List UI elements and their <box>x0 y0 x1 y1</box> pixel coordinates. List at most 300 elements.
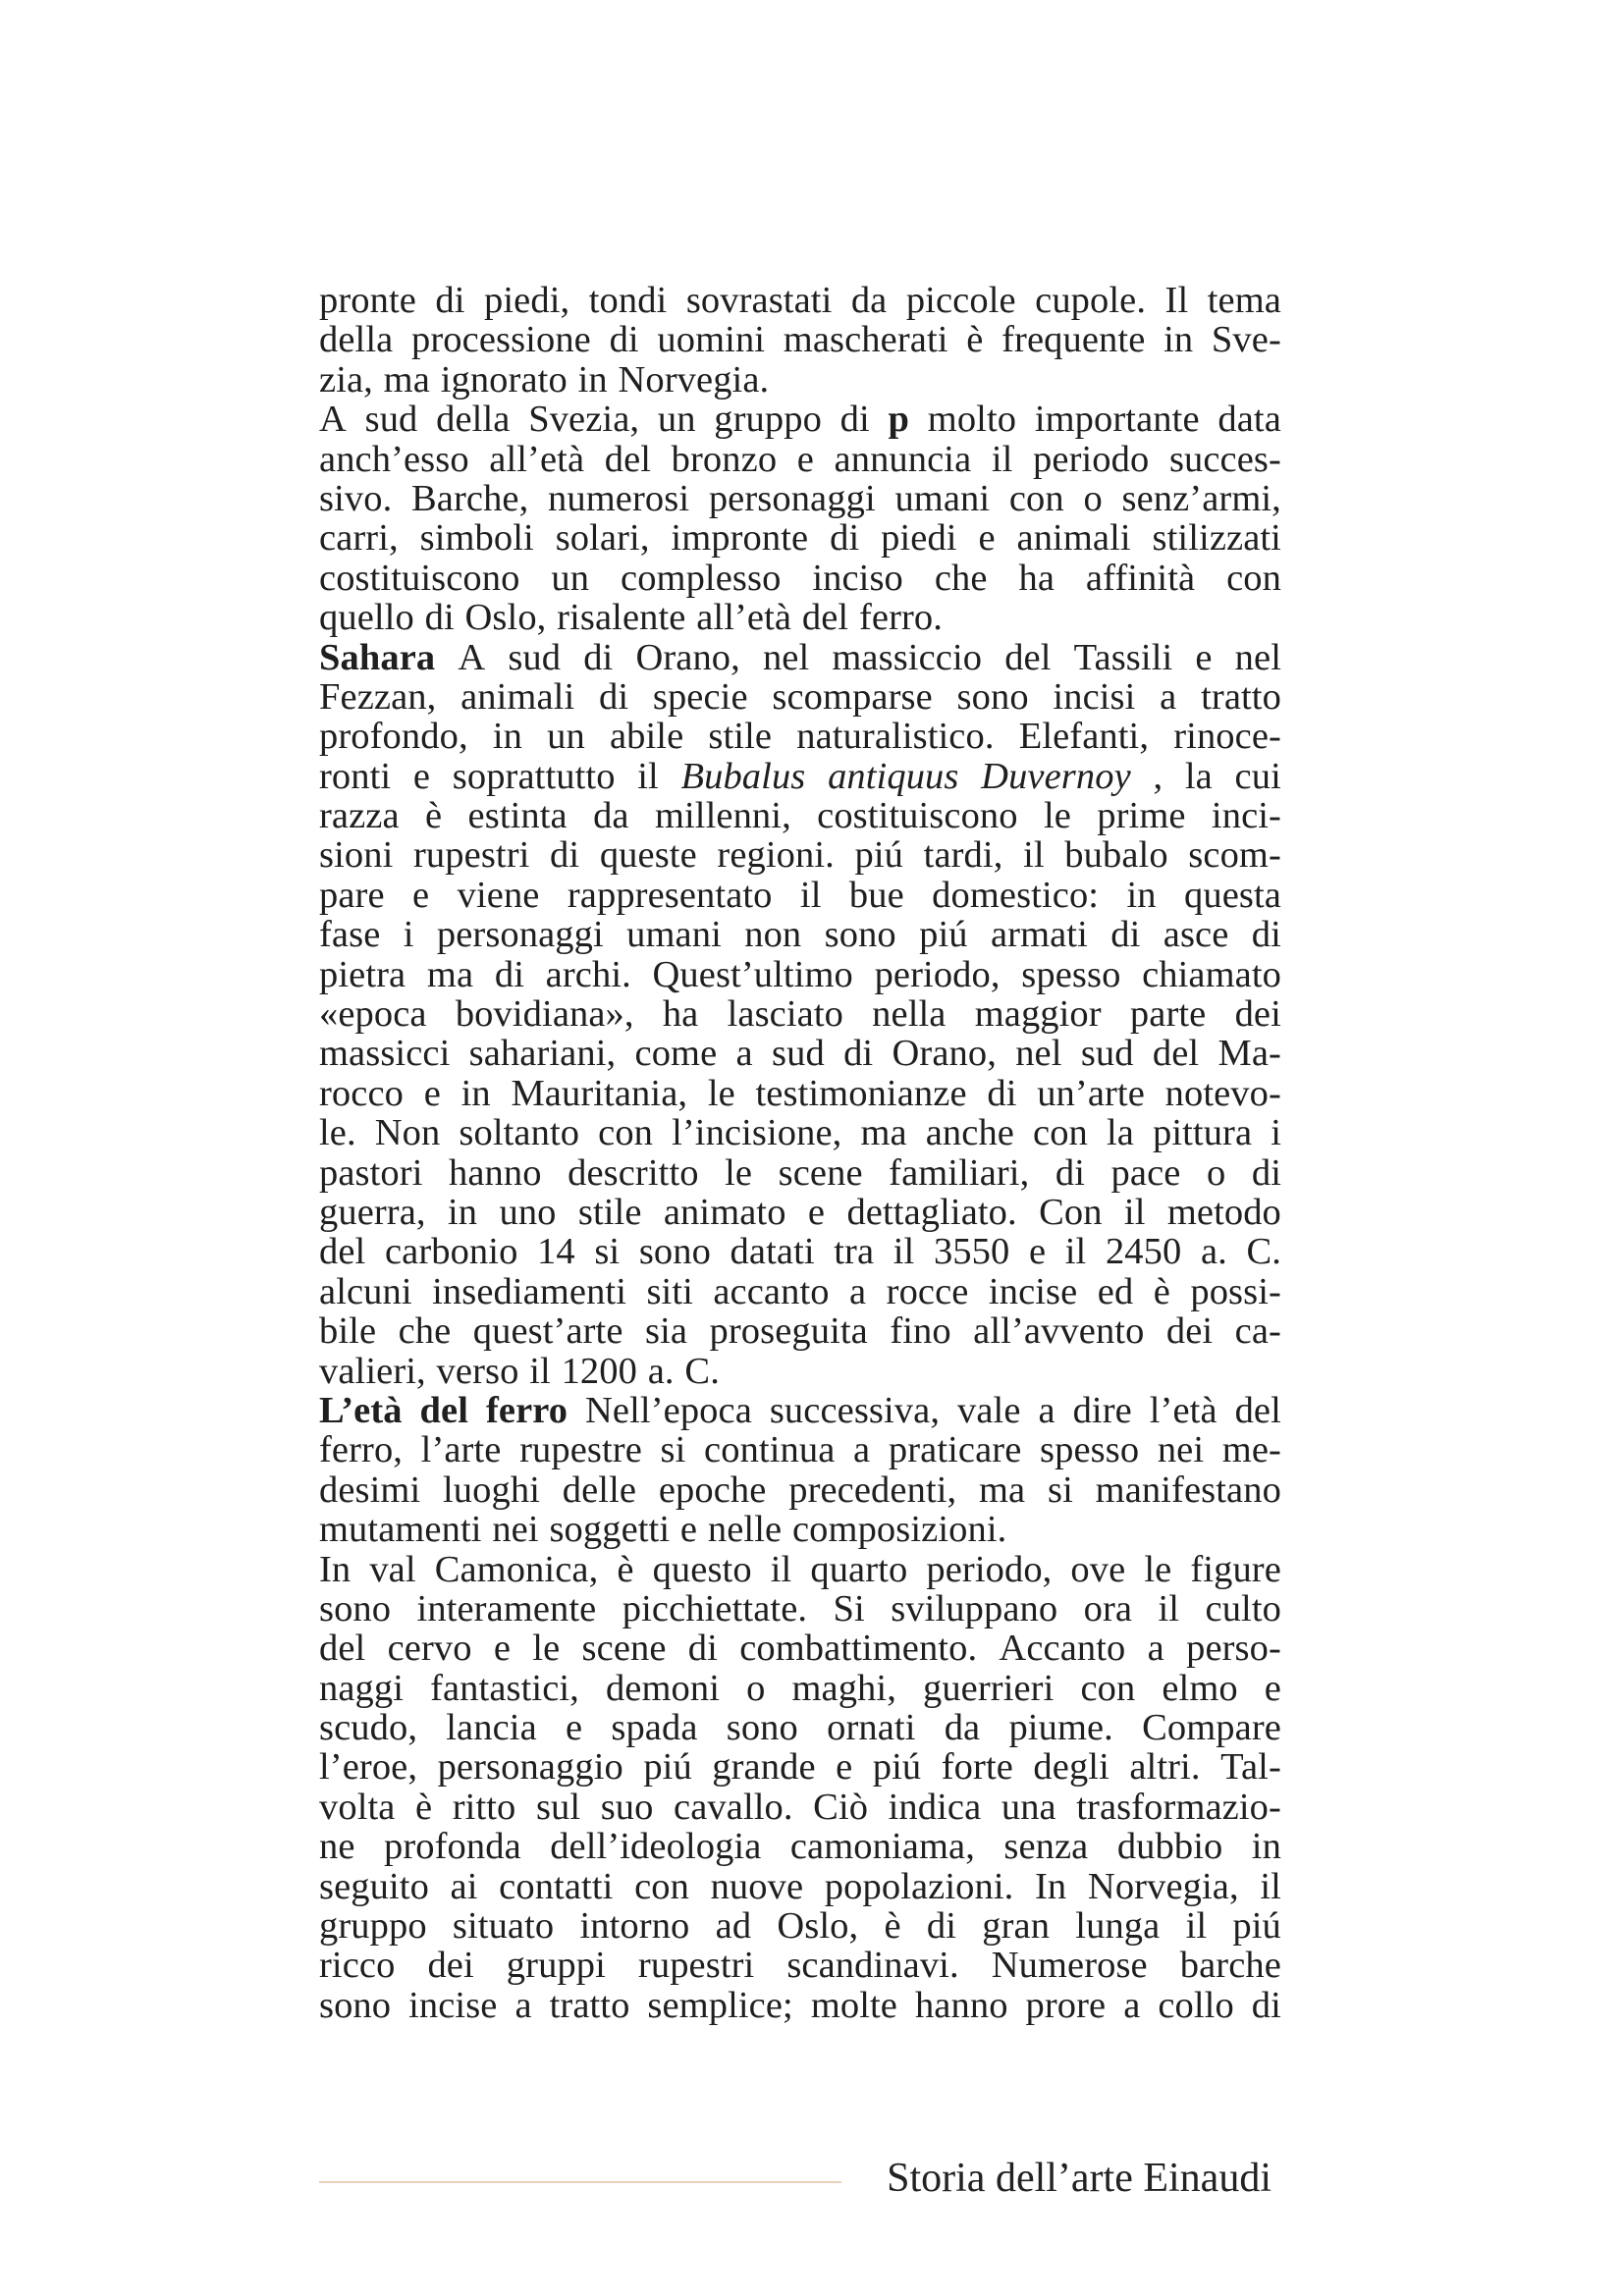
word: ricco <box>319 1945 396 1987</box>
word: specie <box>652 675 748 718</box>
text-line <box>319 638 1281 677</box>
word: l’arte <box>420 1429 502 1471</box>
text-line <box>319 915 1281 954</box>
word: , <box>1153 755 1163 797</box>
word: quello <box>319 597 414 639</box>
word: Norvegia. <box>618 358 770 400</box>
word: simboli <box>419 517 534 560</box>
word: gruppi <box>506 1945 606 1987</box>
word: proseguita <box>709 1310 868 1353</box>
word: chiamato <box>1142 953 1281 995</box>
word: a <box>1123 1984 1141 2026</box>
text-line <box>319 1430 1281 1469</box>
word: molto <box>927 399 1017 441</box>
word: Quest’ultimo <box>652 953 853 995</box>
word: le <box>725 1151 753 1194</box>
word: elmo <box>1162 1667 1238 1709</box>
word: di <box>609 319 639 361</box>
word: cervo <box>387 1628 472 1670</box>
word: in <box>1126 874 1157 916</box>
word: 14 <box>537 1231 575 1273</box>
word: piú <box>1232 1905 1281 1948</box>
text-line <box>319 835 1281 875</box>
word: combattimento. <box>739 1628 978 1670</box>
word: bubalo <box>1064 834 1168 877</box>
word: ne <box>319 1826 355 1868</box>
body-text <box>319 281 1281 2025</box>
text-line <box>319 479 1281 518</box>
word: e <box>423 1072 441 1114</box>
word: a <box>849 1270 867 1312</box>
word: vale <box>956 1389 1021 1431</box>
word: insediamenti <box>432 1270 627 1312</box>
word: piú <box>643 1746 692 1789</box>
word: è <box>884 1905 901 1948</box>
word: uno <box>499 1191 557 1233</box>
word: demoni <box>605 1667 721 1709</box>
text-line <box>319 1193 1281 1232</box>
word: epoche <box>658 1468 767 1511</box>
word: Norvegia, <box>1087 1865 1239 1907</box>
word: umani <box>626 914 722 956</box>
word: scene <box>778 1151 863 1194</box>
word: pronte <box>319 280 416 321</box>
word: di <box>424 597 455 639</box>
word: nel <box>1015 1033 1062 1075</box>
word: Accanto <box>999 1628 1126 1670</box>
word: fino <box>890 1310 951 1353</box>
text-line <box>319 598 1281 637</box>
word: naggi <box>319 1667 405 1709</box>
word: l’età <box>1149 1389 1217 1431</box>
word: del <box>1004 636 1052 678</box>
word: Orano, <box>635 636 740 678</box>
word: affinità <box>1085 557 1196 599</box>
text-line <box>319 1708 1281 1747</box>
word: senza <box>1003 1826 1089 1868</box>
word: camoniama, <box>789 1826 975 1868</box>
word: popolazioni. <box>824 1865 1014 1907</box>
word: scomparse <box>772 675 933 718</box>
word: parte <box>1129 993 1207 1036</box>
word: precedenti, <box>788 1468 957 1511</box>
word: scom- <box>1188 834 1281 877</box>
word: hanno <box>449 1151 542 1194</box>
word: millenni, <box>654 795 791 837</box>
word: il <box>1023 834 1045 877</box>
word: il <box>799 874 822 916</box>
word: un’arte <box>1037 1072 1145 1114</box>
word: regioni. <box>717 834 835 877</box>
word: o <box>1083 477 1103 519</box>
word: soltanto <box>459 1112 580 1154</box>
word: nei <box>492 1509 539 1551</box>
word: senz’armi, <box>1121 477 1281 519</box>
bold-heading-word: Sahara <box>319 636 436 678</box>
word: Si <box>833 1587 865 1629</box>
word: Nell’epoca <box>585 1389 752 1431</box>
word: sud <box>772 1033 825 1075</box>
word: è <box>617 1548 634 1590</box>
word: sivo. <box>319 477 393 519</box>
word: bronzo <box>671 438 778 480</box>
word: Elefanti, <box>1018 716 1150 758</box>
word: forte <box>941 1746 1013 1789</box>
bold-heading-word: L’età <box>319 1389 403 1431</box>
word: un <box>551 557 590 599</box>
word: e <box>836 1746 853 1789</box>
word: in <box>492 716 522 758</box>
word: da <box>944 1707 981 1749</box>
word: e <box>978 517 996 560</box>
word: animato <box>663 1191 786 1233</box>
word: l’eroe, <box>319 1746 418 1789</box>
text-line <box>319 717 1281 756</box>
word: datati <box>730 1231 815 1273</box>
word: nel <box>762 636 810 678</box>
word: viene <box>457 874 540 916</box>
word: sul <box>535 1786 581 1828</box>
word: ca- <box>1234 1310 1281 1353</box>
word: cavallo. <box>674 1786 793 1828</box>
word: i <box>1271 1112 1281 1154</box>
word: sviluppano <box>891 1587 1058 1629</box>
word: A <box>319 399 347 441</box>
word: carbonio <box>384 1231 518 1273</box>
word: la <box>1106 1112 1134 1154</box>
word: anche <box>925 1112 1014 1154</box>
word: ma <box>979 1468 1026 1511</box>
bold-heading-word: del <box>419 1389 469 1431</box>
word: 1200 <box>561 1350 637 1392</box>
word: Oslo, <box>777 1905 859 1948</box>
word: di <box>843 1033 874 1075</box>
word: a. <box>1200 1231 1227 1273</box>
word: si <box>594 1231 621 1273</box>
word: all’avvento <box>973 1310 1145 1353</box>
word: di <box>830 517 860 560</box>
word: ora <box>1083 1587 1133 1629</box>
word: collo <box>1158 1984 1234 2026</box>
word: del <box>604 438 652 480</box>
word: a <box>735 1033 753 1075</box>
word: piú <box>919 914 968 956</box>
word: l’incisione, <box>672 1112 842 1154</box>
word: è <box>425 795 443 837</box>
word: sud <box>1080 1033 1134 1075</box>
word: picchiettate. <box>622 1587 808 1629</box>
word: le <box>1144 1548 1172 1590</box>
word: ferro. <box>858 597 944 639</box>
word: e <box>807 1191 826 1233</box>
word: piú <box>872 1746 922 1789</box>
footer-rule <box>319 2181 841 2183</box>
word: ad <box>715 1905 752 1948</box>
word: a <box>514 1984 532 2026</box>
word: ma <box>426 953 474 995</box>
word: grande <box>712 1746 816 1789</box>
word: sono <box>638 1231 711 1273</box>
word: guerrieri <box>922 1667 1055 1709</box>
word: sud <box>508 636 562 678</box>
word: Svezia, <box>528 399 640 441</box>
word: descritto <box>568 1151 699 1194</box>
word: di <box>435 280 465 321</box>
word: piume. <box>1008 1707 1113 1749</box>
word: con <box>598 1112 654 1154</box>
word: tondi <box>588 280 668 321</box>
word: ronti <box>319 755 392 797</box>
word: il <box>1158 1587 1180 1629</box>
word: i <box>403 914 414 956</box>
word: rupestri <box>413 834 530 877</box>
word: bovidiana», <box>455 993 634 1036</box>
word: volta <box>319 1786 396 1828</box>
word: inciso <box>812 557 903 599</box>
word: pastori <box>319 1151 423 1194</box>
word: sahariani, <box>468 1033 617 1075</box>
text-line <box>319 518 1281 558</box>
word: gruppo <box>319 1905 427 1948</box>
word: Barche, <box>411 477 529 519</box>
word: che <box>398 1310 452 1353</box>
word: e <box>412 755 431 797</box>
word: all’età <box>489 438 585 480</box>
word: cui <box>1234 755 1281 797</box>
word: Oslo, <box>464 597 547 639</box>
word: incise <box>408 1984 498 2026</box>
word: fantastici, <box>430 1667 579 1709</box>
word: di <box>1055 1151 1086 1194</box>
word: ha <box>662 993 699 1036</box>
word: costituiscono <box>319 557 520 599</box>
word: a <box>1038 1389 1055 1431</box>
word: siti <box>646 1270 693 1312</box>
text-line <box>319 955 1281 994</box>
word: a <box>1147 1628 1164 1670</box>
word: armati <box>990 914 1088 956</box>
word: Numerose <box>991 1945 1148 1987</box>
word: metodo <box>1166 1191 1281 1233</box>
text-line <box>319 994 1281 1034</box>
text-line <box>319 1827 1281 1866</box>
word: Non <box>374 1112 441 1154</box>
word: rocco <box>319 1072 404 1114</box>
word: stile <box>708 716 773 758</box>
word: delle <box>562 1468 637 1511</box>
word: Compare <box>1142 1707 1281 1749</box>
word: importante <box>1034 399 1200 441</box>
word: nella <box>872 993 947 1036</box>
word: in <box>447 1191 478 1233</box>
word: pare <box>319 874 385 916</box>
word: sud <box>364 399 418 441</box>
word: del <box>1234 1389 1281 1431</box>
word: di <box>687 1628 718 1670</box>
word: ai <box>450 1865 478 1907</box>
text-line <box>319 1946 1281 1985</box>
word: il <box>991 438 1013 480</box>
word: di <box>583 636 614 678</box>
word: massiccio <box>832 636 983 678</box>
word: me- <box>1221 1429 1281 1471</box>
word: tardi, <box>923 834 1003 877</box>
word: trasformazio- <box>1076 1786 1281 1828</box>
word: a <box>853 1429 871 1471</box>
word: domestico: <box>932 874 1100 916</box>
word: indica <box>888 1786 982 1828</box>
word: in <box>1163 319 1194 361</box>
word: Ciò <box>813 1786 869 1828</box>
word: con <box>634 1865 689 1907</box>
word: bue <box>848 874 904 916</box>
word: nei <box>1157 1429 1205 1471</box>
word: il <box>1185 1905 1208 1948</box>
word: Sve- <box>1211 319 1281 361</box>
word: in <box>460 1072 491 1114</box>
word: con <box>1080 1667 1136 1709</box>
word: incise <box>988 1270 1078 1312</box>
word: quest’arte <box>472 1310 623 1353</box>
word: o <box>746 1667 766 1709</box>
word: continua <box>704 1429 836 1471</box>
word: ove <box>1070 1548 1126 1590</box>
word: un <box>547 716 585 758</box>
word: semplice; <box>647 1984 793 2026</box>
word: ignorato <box>440 358 568 400</box>
word: le <box>532 1628 561 1670</box>
word: ha <box>1018 557 1055 599</box>
word: prore <box>1025 1984 1107 2026</box>
word: della <box>436 399 511 441</box>
word: barche <box>1179 1945 1281 1987</box>
word: In <box>319 1548 352 1590</box>
word: tratto <box>1201 675 1281 718</box>
word: carri, <box>319 517 399 560</box>
word: interamente <box>416 1587 597 1629</box>
word: piedi, <box>484 280 570 321</box>
word: val <box>369 1548 416 1590</box>
word: perso- <box>1186 1628 1281 1670</box>
word: tema <box>1207 280 1281 321</box>
word: desimi <box>319 1468 421 1511</box>
word: dei <box>1234 993 1281 1036</box>
word: scandinavi. <box>786 1945 959 1987</box>
word: del <box>319 1231 366 1273</box>
word: culto <box>1205 1587 1281 1629</box>
word: questa <box>1184 874 1281 916</box>
text-line <box>319 1510 1281 1549</box>
text-line <box>319 1311 1281 1351</box>
word: personaggi <box>708 477 876 519</box>
word: scudo, <box>319 1707 418 1749</box>
word: di <box>987 1072 1017 1114</box>
word: è <box>966 319 984 361</box>
word: dire <box>1072 1389 1132 1431</box>
word: scene <box>581 1628 667 1670</box>
word: è <box>1153 1270 1170 1312</box>
word: sono <box>824 914 896 956</box>
word: Tal- <box>1220 1746 1281 1789</box>
word: soggetti <box>549 1509 671 1551</box>
word: solari, <box>555 517 650 560</box>
word: e <box>412 874 430 916</box>
word: e <box>796 438 814 480</box>
word: frequente <box>1001 319 1146 361</box>
word: processione <box>411 319 591 361</box>
word: di <box>839 399 870 441</box>
word: ferro, <box>319 1429 404 1471</box>
word: maghi, <box>791 1667 896 1709</box>
text-line <box>319 1589 1281 1629</box>
word: composizioni. <box>791 1509 1007 1551</box>
word: profonda <box>383 1826 521 1868</box>
word: stile <box>577 1191 642 1233</box>
word: sia <box>644 1310 688 1353</box>
word: che <box>934 557 988 599</box>
word: è <box>415 1786 433 1828</box>
word: personaggi <box>436 914 604 956</box>
word: praticare <box>888 1429 1022 1471</box>
text-line <box>319 1352 1281 1391</box>
word: incisi <box>1053 675 1136 718</box>
word: piedi <box>881 517 957 560</box>
word: succes- <box>1168 438 1281 480</box>
word: 2450 <box>1105 1231 1182 1273</box>
word: con <box>1008 477 1064 519</box>
italic-word: Duvernoy <box>981 755 1131 797</box>
word: e <box>1028 1231 1047 1273</box>
text-line <box>319 1153 1281 1193</box>
text-line <box>319 1550 1281 1589</box>
text-line <box>319 400 1281 439</box>
word: tra <box>834 1231 875 1273</box>
word: e <box>1195 636 1213 678</box>
word: A <box>458 636 486 678</box>
word: a <box>1160 675 1177 718</box>
word: le. <box>319 1112 356 1154</box>
word: seguito <box>319 1865 429 1907</box>
word: il <box>529 1350 551 1392</box>
word: luoghi <box>443 1468 541 1511</box>
word: spesso <box>1040 1429 1140 1471</box>
word: razza <box>319 795 400 837</box>
word: sovrastati <box>685 280 833 321</box>
text-line <box>319 796 1281 835</box>
word: da <box>850 280 888 321</box>
text-line <box>319 1272 1281 1311</box>
word: la <box>1184 755 1213 797</box>
text-line <box>319 757 1281 796</box>
word: risalente <box>557 597 686 639</box>
word: di <box>494 953 524 995</box>
word: rappresentato <box>567 874 773 916</box>
word: lunga <box>1075 1905 1161 1948</box>
word: sioni <box>319 834 394 877</box>
word: asce <box>1163 914 1229 956</box>
word: complesso <box>621 557 782 599</box>
word: spesso <box>1021 953 1121 995</box>
word: come <box>634 1033 718 1075</box>
word: testimonianze <box>755 1072 967 1114</box>
word: manifestano <box>1095 1468 1281 1511</box>
footer-title: Storia dell’arte Einaudi <box>887 2156 1271 2201</box>
word: da <box>593 795 629 837</box>
word: suo <box>600 1786 654 1828</box>
word: abile <box>609 716 684 758</box>
word: estinta <box>467 795 568 837</box>
text-line <box>319 1034 1281 1073</box>
